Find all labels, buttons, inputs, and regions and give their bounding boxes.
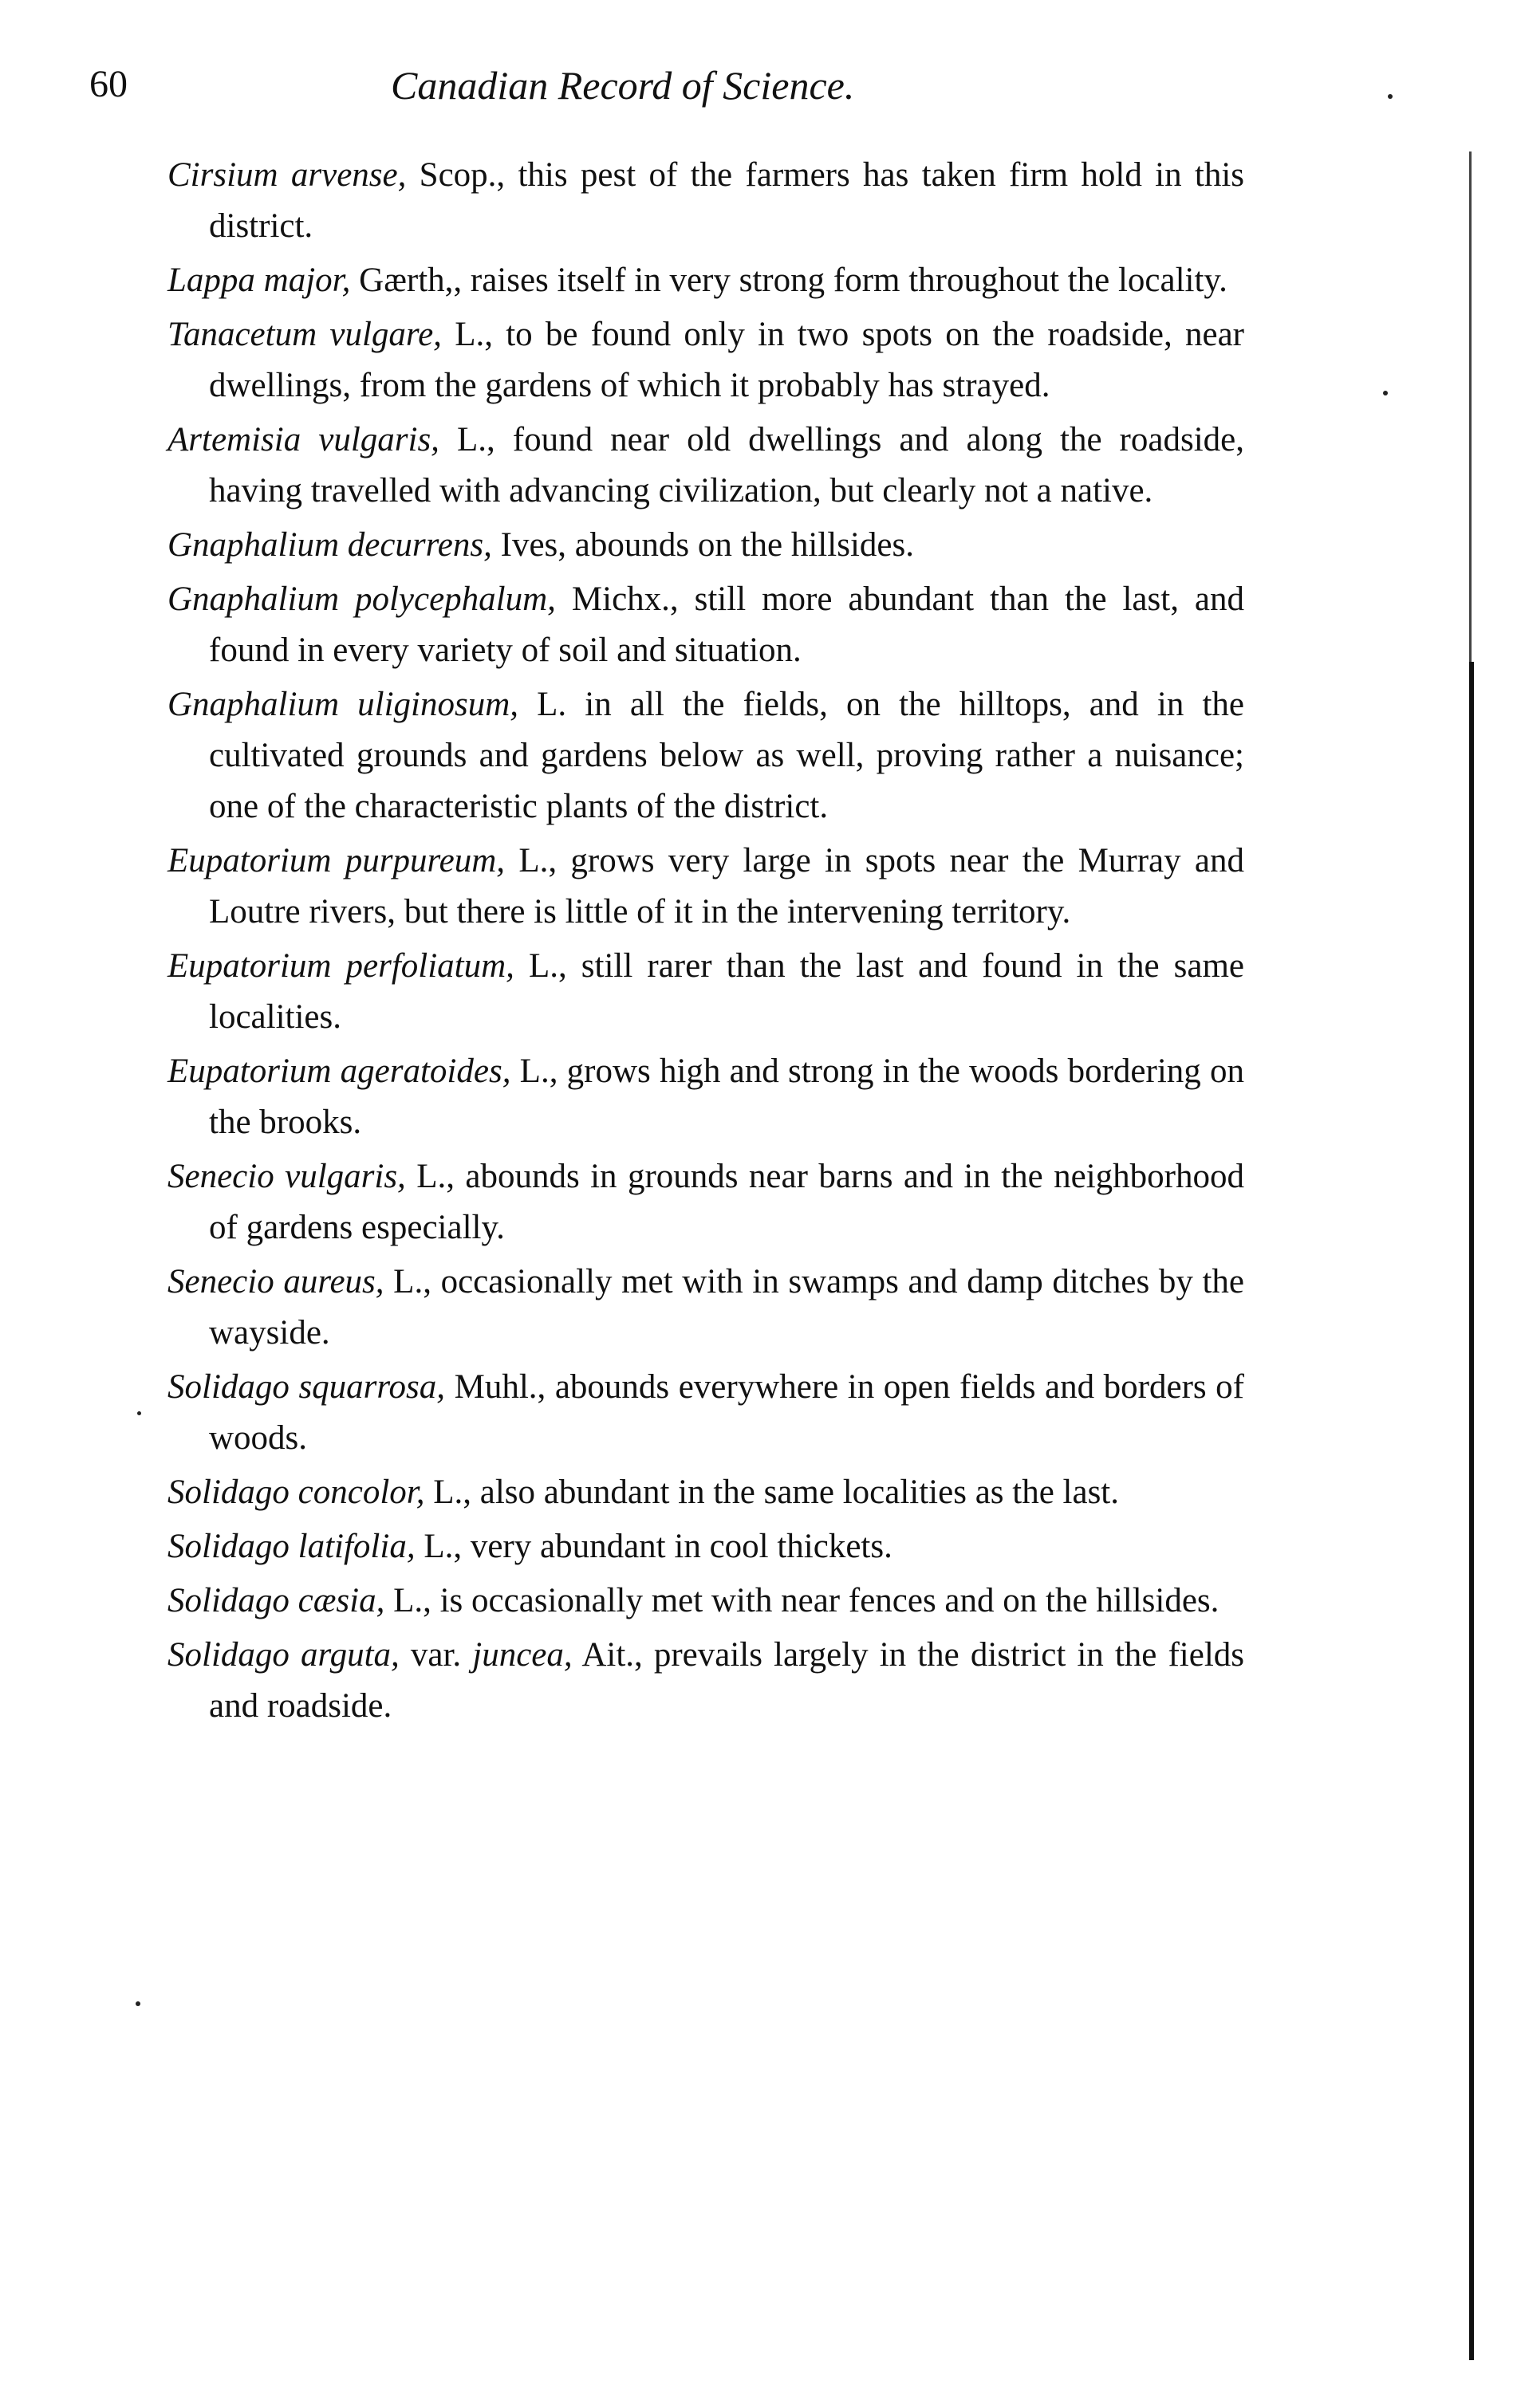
list-item — [167, 1576, 1244, 1627]
species-list — [167, 150, 1244, 1735]
list-item — [167, 1362, 1244, 1464]
list-item — [167, 255, 1244, 306]
page-header — [0, 62, 1517, 118]
species-name: Gnaphalium uliginosum, — [167, 686, 519, 723]
entry-text: L., is occasionally met with near fences and on the hillsides. — [384, 1582, 1220, 1619]
species-name: Solidago arguta, — [167, 1636, 400, 1674]
species-name: Gnaphalium polycephalum, — [167, 580, 556, 618]
running-title: Canadian Record of Science. — [391, 63, 855, 108]
list-item — [167, 150, 1244, 252]
scan-edge-line — [1469, 151, 1472, 662]
list-item — [167, 415, 1244, 517]
species-name: Solidago squarrosa, — [167, 1368, 446, 1406]
entry-text: L., grows very large in spots near the Murray and Loutre rivers, but there is little of it in the intervening territory. — [209, 842, 1244, 931]
list-item — [167, 941, 1244, 1043]
list-item — [167, 836, 1244, 938]
entry-text: L., very abundant in cool thickets. — [415, 1528, 892, 1565]
entry-text: L. in all the fields, on the hilltops, and in the cultivated grounds and gardens below as well, proving rather a nuisance; one of the characteristic plants of the district. — [209, 686, 1245, 825]
entry-text: Ives, abounds on the hillsides. — [491, 526, 914, 564]
species-name: Senecio vulgaris, — [167, 1158, 406, 1195]
species-name: Solidago cæsia, — [167, 1582, 385, 1619]
species-name: Cirsium arvense, — [167, 156, 407, 194]
list-item — [167, 520, 1244, 571]
species-name: Eupatorium perfoliatum, — [167, 947, 514, 985]
entry-text: Muhl., abounds everywhere in open fields and borders of woods. — [209, 1368, 1244, 1457]
scan-speck — [137, 1411, 141, 1415]
variety-name: juncea, — [472, 1636, 573, 1674]
species-name: Eupatorium purpureum, — [167, 842, 506, 879]
list-item — [167, 574, 1244, 676]
entry-text: Michx., still more abundant than the last, and found in every variety of soil and situation. — [209, 580, 1244, 669]
scan-edge-bar — [1469, 662, 1474, 2360]
species-name: Tanacetum vulgare, — [167, 316, 442, 353]
entry-text: var. — [399, 1636, 473, 1674]
list-item — [167, 1257, 1244, 1359]
entry-text: L., still rarer than the last and found in the same localities. — [209, 947, 1244, 1036]
species-name: Gnaphalium decurrens, — [167, 526, 492, 564]
list-item — [167, 1521, 1244, 1572]
entry-text: Gærth,, raises itself in very strong form throughout the locality. — [350, 262, 1227, 299]
species-name: Solidago latifolia, — [167, 1528, 416, 1565]
entry-text: L., abounds in grounds near barns and in the neighborhood of gardens especially. — [209, 1158, 1244, 1246]
entry-text: L., occasionally met with in swamps and damp ditches by the wayside. — [209, 1263, 1244, 1352]
species-name: Artemisia vulgaris, — [167, 421, 439, 458]
list-item — [167, 1046, 1244, 1148]
list-item — [167, 1630, 1244, 1732]
entry-text: L., to be found only in two spots on the roadside, near dwellings, from the gardens of which it probably has strayed. — [209, 316, 1244, 404]
entry-text: Scop., this pest of the farmers has taken firm hold in this district. — [209, 156, 1244, 245]
entry-text: L., found near old dwellings and along the roadside, having travelled with advancing civilization, but clearly not a native. — [209, 421, 1244, 510]
list-item — [167, 1467, 1244, 1518]
scan-speck — [1388, 94, 1393, 99]
entry-text: L., grows high and strong in the woods bordering on the brooks. — [209, 1053, 1244, 1141]
species-name: Solidago concolor, — [167, 1474, 425, 1511]
species-name: Eupatorium ageratoides, — [167, 1053, 511, 1090]
scan-speck — [1383, 391, 1388, 395]
page-number: 60 — [89, 63, 128, 105]
species-name: Lappa major, — [167, 262, 351, 299]
list-item — [167, 309, 1244, 411]
species-name: Senecio aureus, — [167, 1263, 384, 1300]
entry-text: L., also abundant in the same localities as the last. — [424, 1474, 1120, 1511]
entry-text-continued: Ait., prevails largely in the district in the fields and roadside. — [209, 1636, 1244, 1725]
scan-speck — [136, 2001, 140, 2006]
list-item — [167, 679, 1244, 832]
list-item — [167, 1151, 1244, 1253]
